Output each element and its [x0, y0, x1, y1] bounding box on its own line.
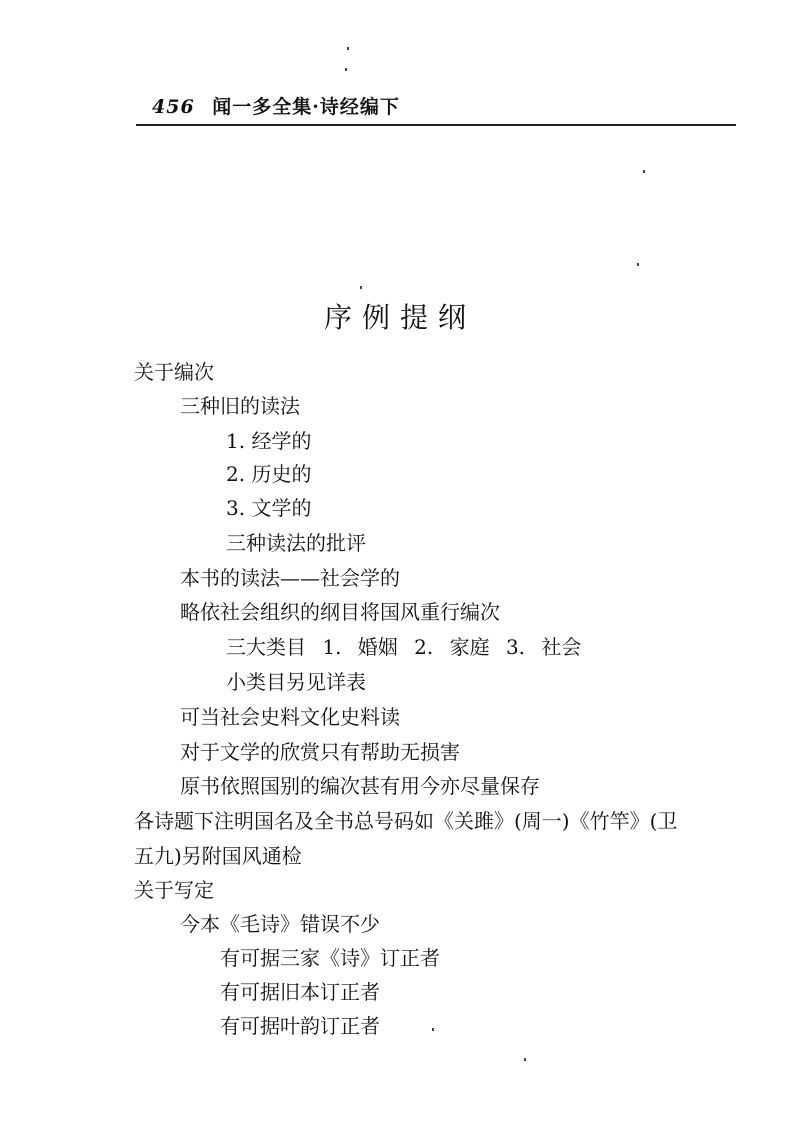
running-header [152, 92, 400, 119]
outline-line: 有可据三家《诗》订正者 [220, 946, 440, 970]
running-title: 闻一多全集·诗经编下 [212, 96, 400, 118]
outline-line: 今本《毛诗》错误不少 [180, 912, 380, 936]
outline-line: 五九)另附国风通检 [134, 844, 302, 868]
scan-speck [643, 170, 645, 173]
outline-line: 1. 经学的 [226, 429, 312, 453]
scan-speck [524, 1058, 526, 1061]
outline-line: 2. 历史的 [226, 462, 312, 486]
scan-speck [347, 47, 349, 50]
outline-line: 3. 文学的 [226, 496, 312, 520]
outline-line: 对于文学的欣赏只有帮助无损害 [180, 740, 460, 764]
scan-speck [637, 263, 639, 266]
outline-line: 小类目另见详表 [226, 670, 366, 694]
scan-speck [345, 68, 347, 71]
header-rule [136, 124, 736, 126]
outline-line: 本书的读法——社会学的 [180, 566, 400, 590]
outline-line: 各诗题下注明国名及全书总号码如《关雎》(周一)《竹竿》(卫 [134, 809, 678, 833]
outline-line: 三种读法的批评 [226, 531, 366, 555]
outline-line: 原书依照国别的编次甚有用今亦尽量保存 [180, 774, 540, 798]
scan-speck [360, 286, 362, 289]
page-title: 序例提纲 [323, 301, 476, 334]
outline-line: 关于写定 [134, 878, 214, 902]
outline-line: 关于编次 [134, 360, 214, 384]
outline-line: 三大类目 1. 婚姻 2. 家庭 3. 社会 [226, 635, 582, 659]
page-number: 456 [152, 96, 195, 118]
outline-line: 可当社会史料文化史料读 [180, 705, 400, 729]
outline-line: 有可据叶韵订正者 [220, 1014, 380, 1038]
outline-line: 略依社会组织的纲目将国风重行编次 [180, 600, 500, 624]
outline-line: 有可据旧本订正者 [220, 980, 380, 1004]
outline-line: 三种旧的读法 [180, 394, 300, 418]
scan-speck [432, 1028, 434, 1031]
